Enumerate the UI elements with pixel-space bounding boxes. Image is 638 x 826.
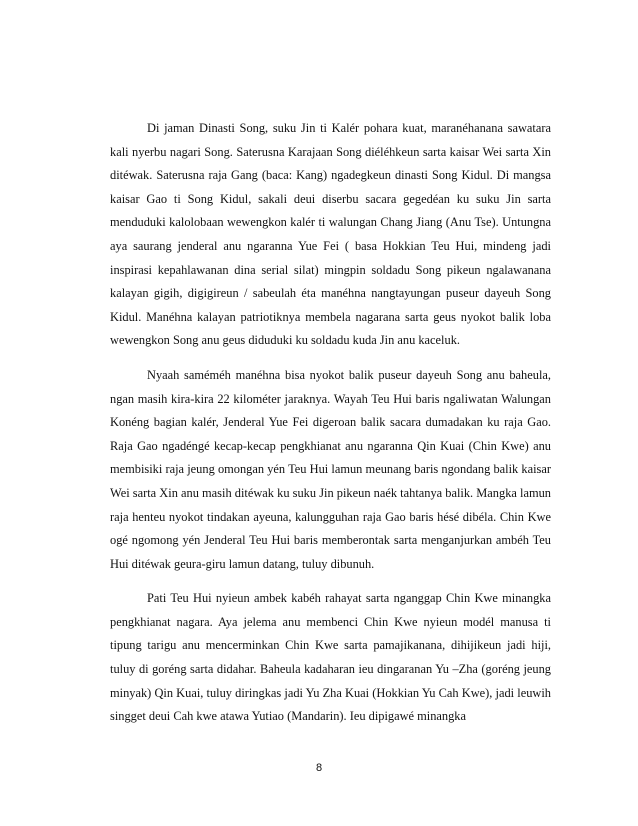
body-text — [110, 117, 551, 740]
paragraph-3: Pati Teu Hui nyieun ambek kabéh rahayat sarta nganggap Chin Kwe minangka pengkhianat nagara. Aya jelema anu membenci Chin Kwe nyieun modél manusa ti tipung tarigu anu mencerminkan Chin Kwe sarta pamajikanana, dihijikeun jadi hiji, tuluy di goréng sarta didahar. Baheula kadaharan ieu dingaranan Yu –Zha (goréng jeung minyak) Qin Kuai, tuluy diringkas jadi Yu Zha Kuai (Hokkian Yu Cah Kwe), jadi leuwih singget deui Cah kwe atawa Yutiao (Mandarin). Ieu dipigawé minangka — [110, 591, 551, 724]
page-number: 8 — [315, 762, 323, 774]
paragraph-1: Di jaman Dinasti Song, suku Jin ti Kalér pohara kuat, maranéhanana sawatara kali nyerbu nagari Song. Saterusna Karajaan Song diéléhkeun sarta kaisar Wei sarta Xin ditéwak. Saterusna raja Gang (baca: Kang) ngadegkeun dinasti Song Kidul. Di mangsa kaisar Gao ti Song Kidul, sakali deui diserbu sacara gegedéan ku suku Jin sarta menduduki kalolobaan wewengkon kalér ti walungan Chang Jiang (Anu Tse). Untungna aya saurang jenderal anu ngaranna Yue Fei ( basa Hokkian Teu Hui, mindeng jadi inspirasi kepahlawanan dina serial silat) mingpin soldadu Song pikeun ngalawanana kalayan gigih, digigireun / sabeulah éta manéhna nangtayungan puseur dayeuh Song Kidul. Manéhna kalayan patriotiknya membela nagarana sarta geus nyokot balik loba wewengkon Song anu geus diduduki ku soldadu kuda Jin anu kaceluk. — [110, 121, 551, 348]
paragraph-2: Nyaah saméméh manéhna bisa nyokot balik puseur dayeuh Song anu baheula, ngan masih kira-kira 22 kilométer jaraknya. Wayah Teu Hui baris ngaliwatan Walungan Konéng bagian kalér, Jenderal Yue Fei digeroan balik sacara dumadakan ku raja Gao. Raja Gao ngadéngé kecap-kecap pengkhianat anu ngaranna Qin Kuai (Chin Kwe) anu membisiki raja jeung omongan yén Teu Hui lamun meunang baris ngondang balik kaisar Wei sarta Xin anu masih ditéwak ku suku Jin pikeun naék tahtanya balik. Mangka lamun raja henteu nyokot tindakan ayeuna, kalungguhan raja Gao baris hésé dibéla. Chin Kwe ogé ngomong yén Jenderal Teu Hui baris memberontak sarta menganjurkan ambéh Teu Hui ditéwak geura-giru lamun datang, tuluy dibunuh. — [110, 367, 551, 571]
